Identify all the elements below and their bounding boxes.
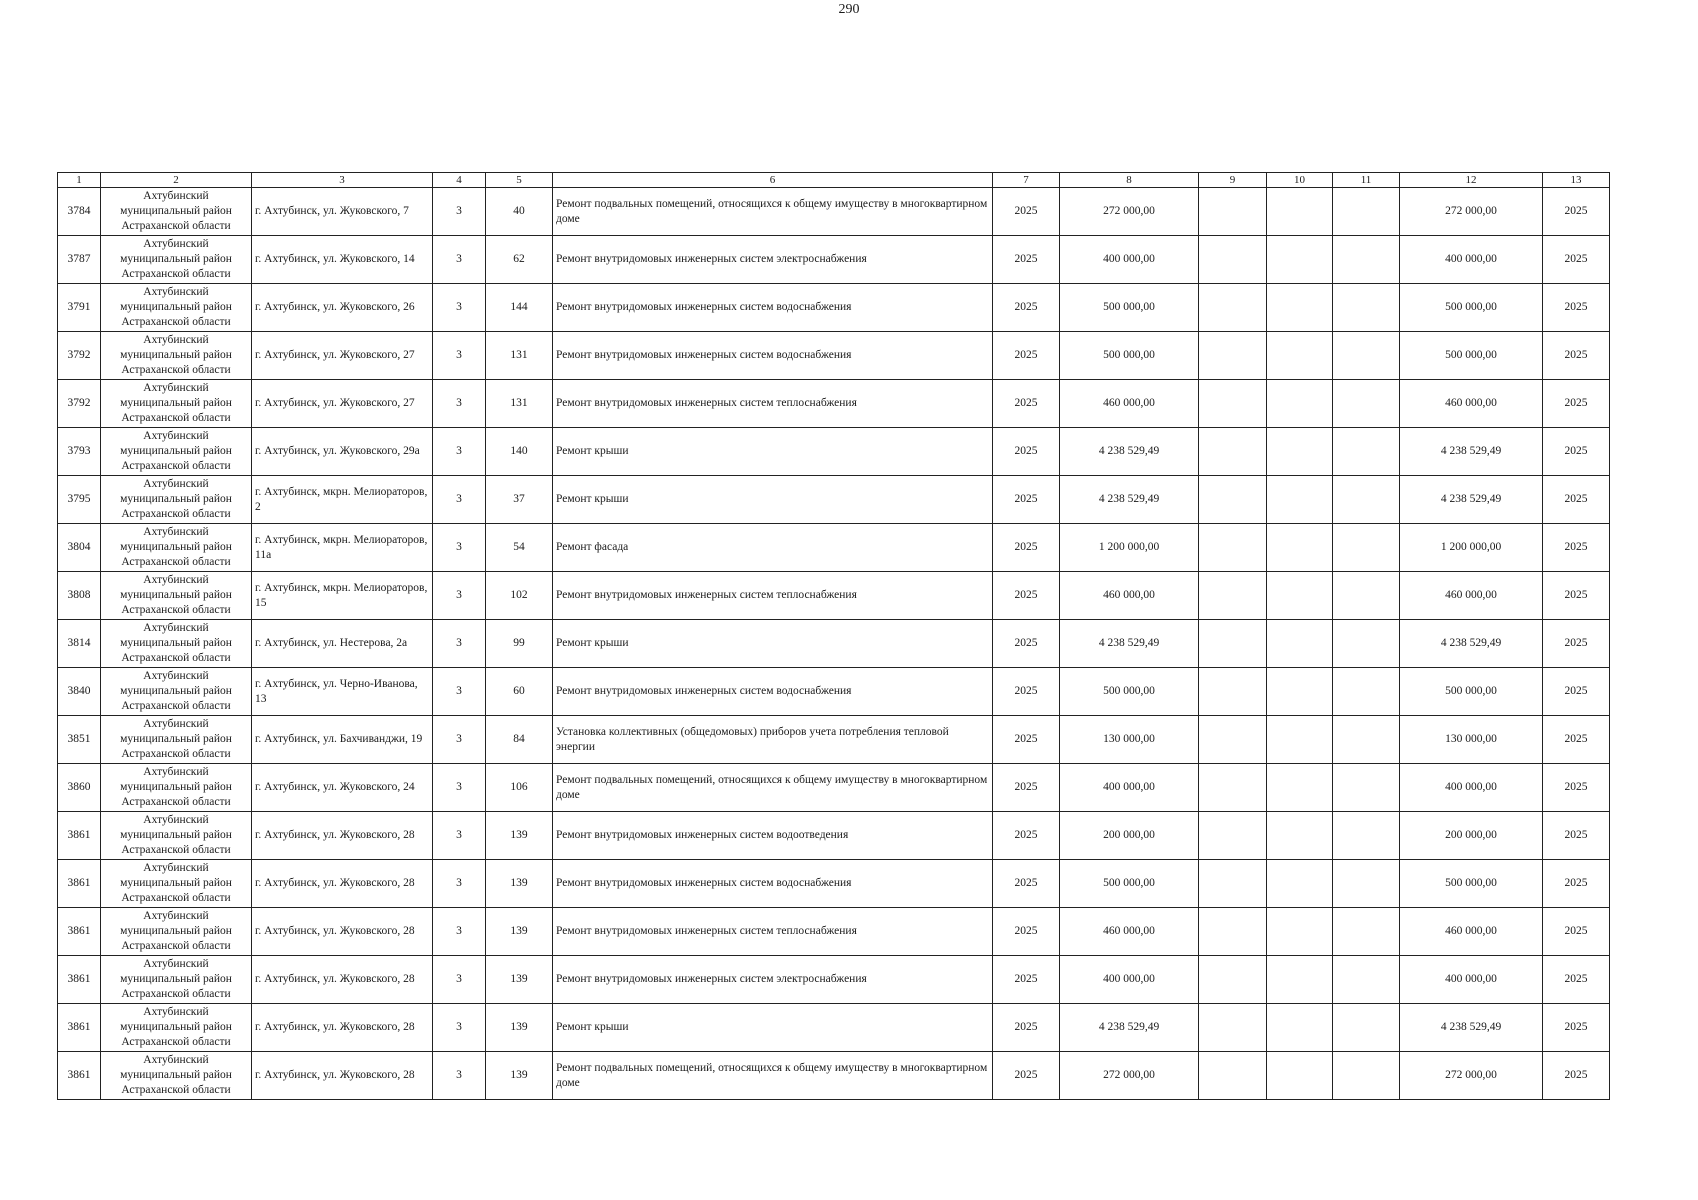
cell-work-type: Установка коллективных (общедомовых) приборов учета потребления тепловой энергии (553, 716, 993, 764)
cell-col-10 (1267, 620, 1333, 668)
cell-id: 3840 (58, 668, 101, 716)
cell-col-8-amount: 4 238 529,49 (1060, 1004, 1199, 1052)
cell-col-11 (1333, 1004, 1400, 1052)
cell-district: Ахтубинский муниципальный район Астраханской области (101, 572, 252, 620)
cell-col-7: 2025 (993, 572, 1060, 620)
cell-id: 3861 (58, 956, 101, 1004)
cell-col-4: 3 (433, 956, 486, 1004)
cell-col-13: 2025 (1543, 956, 1610, 1004)
cell-col-4: 3 (433, 620, 486, 668)
cell-col-11 (1333, 716, 1400, 764)
cell-col-11 (1333, 908, 1400, 956)
table-row (58, 764, 1610, 812)
cell-address: г. Ахтубинск, ул. Жуковского, 28 (252, 1052, 433, 1100)
cell-id: 3792 (58, 380, 101, 428)
cell-address: г. Ахтубинск, ул. Жуковского, 27 (252, 380, 433, 428)
cell-col-4: 3 (433, 716, 486, 764)
cell-col-8-amount: 460 000,00 (1060, 572, 1199, 620)
cell-col-8-amount: 4 238 529,49 (1060, 620, 1199, 668)
cell-col-4: 3 (433, 860, 486, 908)
cell-col-8-amount: 500 000,00 (1060, 332, 1199, 380)
cell-col-9 (1199, 620, 1267, 668)
cell-col-13: 2025 (1543, 668, 1610, 716)
cell-col-12-amount: 400 000,00 (1400, 956, 1543, 1004)
cell-col-9 (1199, 764, 1267, 812)
cell-col-4: 3 (433, 188, 486, 236)
cell-col-9 (1199, 428, 1267, 476)
cell-col-12-amount: 4 238 529,49 (1400, 476, 1543, 524)
cell-address: г. Ахтубинск, ул. Жуковского, 14 (252, 236, 433, 284)
table-body (58, 188, 1610, 1100)
cell-col-10 (1267, 668, 1333, 716)
cell-col-9 (1199, 332, 1267, 380)
cell-col-11 (1333, 236, 1400, 284)
cell-col-7: 2025 (993, 524, 1060, 572)
cell-id: 3791 (58, 284, 101, 332)
cell-address: г. Ахтубинск, ул. Жуковского, 28 (252, 1004, 433, 1052)
table-row (58, 668, 1610, 716)
cell-address: г. Ахтубинск, ул. Жуковского, 28 (252, 956, 433, 1004)
cell-col-7: 2025 (993, 188, 1060, 236)
cell-col-9 (1199, 188, 1267, 236)
cell-district: Ахтубинский муниципальный район Астраханской области (101, 380, 252, 428)
cell-id: 3793 (58, 428, 101, 476)
table-row (58, 380, 1610, 428)
cell-col-8-amount: 272 000,00 (1060, 1052, 1199, 1100)
cell-col-8-amount: 400 000,00 (1060, 236, 1199, 284)
table-row (58, 812, 1610, 860)
cell-district: Ахтубинский муниципальный район Астраханской области (101, 668, 252, 716)
cell-id: 3851 (58, 716, 101, 764)
cell-district: Ахтубинский муниципальный район Астраханской области (101, 1004, 252, 1052)
cell-col-11 (1333, 524, 1400, 572)
table-row (58, 188, 1610, 236)
cell-col-7: 2025 (993, 428, 1060, 476)
cell-col-11 (1333, 764, 1400, 812)
cell-col-10 (1267, 428, 1333, 476)
cell-col-12-amount: 4 238 529,49 (1400, 620, 1543, 668)
cell-col-9 (1199, 1004, 1267, 1052)
cell-col-10 (1267, 1052, 1333, 1100)
cell-col-13: 2025 (1543, 764, 1610, 812)
cell-col-4: 3 (433, 332, 486, 380)
cell-work-type: Ремонт подвальных помещений, относящихся к общему имуществу в многоквартирном доме (553, 764, 993, 812)
cell-col-5: 84 (486, 716, 553, 764)
cell-col-10 (1267, 476, 1333, 524)
cell-address: г. Ахтубинск, ул. Жуковского, 24 (252, 764, 433, 812)
table-row (58, 956, 1610, 1004)
cell-col-8-amount: 272 000,00 (1060, 188, 1199, 236)
cell-work-type: Ремонт внутридомовых инженерных систем электроснабжения (553, 236, 993, 284)
cell-col-11 (1333, 860, 1400, 908)
cell-col-5: 99 (486, 620, 553, 668)
cell-work-type: Ремонт внутридомовых инженерных систем теплоснабжения (553, 380, 993, 428)
cell-col-8-amount: 460 000,00 (1060, 380, 1199, 428)
cell-address: г. Ахтубинск, мкрн. Мелиораторов, 15 (252, 572, 433, 620)
cell-work-type: Ремонт внутридомовых инженерных систем водоснабжения (553, 860, 993, 908)
cell-work-type: Ремонт фасада (553, 524, 993, 572)
cell-col-9 (1199, 956, 1267, 1004)
cell-address: г. Ахтубинск, ул. Бахчиванджи, 19 (252, 716, 433, 764)
cell-col-7: 2025 (993, 764, 1060, 812)
cell-col-13: 2025 (1543, 380, 1610, 428)
cell-id: 3804 (58, 524, 101, 572)
cell-id: 3787 (58, 236, 101, 284)
cell-col-9 (1199, 380, 1267, 428)
cell-col-13: 2025 (1543, 476, 1610, 524)
cell-col-7: 2025 (993, 1052, 1060, 1100)
cell-address: г. Ахтубинск, ул. Нестерова, 2а (252, 620, 433, 668)
cell-col-5: 54 (486, 524, 553, 572)
cell-col-5: 140 (486, 428, 553, 476)
cell-address: г. Ахтубинск, ул. Жуковского, 26 (252, 284, 433, 332)
cell-col-4: 3 (433, 668, 486, 716)
cell-col-5: 60 (486, 668, 553, 716)
cell-col-11 (1333, 812, 1400, 860)
table-row (58, 860, 1610, 908)
cell-col-13: 2025 (1543, 620, 1610, 668)
cell-district: Ахтубинский муниципальный район Астраханской области (101, 908, 252, 956)
cell-col-8-amount: 500 000,00 (1060, 668, 1199, 716)
cell-col-4: 3 (433, 812, 486, 860)
cell-district: Ахтубинский муниципальный район Астраханской области (101, 812, 252, 860)
cell-district: Ахтубинский муниципальный район Астраханской области (101, 236, 252, 284)
cell-col-12-amount: 272 000,00 (1400, 1052, 1543, 1100)
cell-col-12-amount: 460 000,00 (1400, 908, 1543, 956)
cell-address: г. Ахтубинск, ул. Жуковского, 28 (252, 812, 433, 860)
cell-id: 3814 (58, 620, 101, 668)
cell-district: Ахтубинский муниципальный район Астраханской области (101, 332, 252, 380)
table-row (58, 524, 1610, 572)
cell-col-10 (1267, 284, 1333, 332)
cell-col-11 (1333, 476, 1400, 524)
cell-address: г. Ахтубинск, ул. Жуковского, 28 (252, 908, 433, 956)
cell-col-11 (1333, 380, 1400, 428)
cell-col-12-amount: 4 238 529,49 (1400, 1004, 1543, 1052)
cell-col-7: 2025 (993, 236, 1060, 284)
cell-col-4: 3 (433, 428, 486, 476)
column-header: 11 (1333, 173, 1400, 188)
cell-col-11 (1333, 428, 1400, 476)
cell-col-9 (1199, 908, 1267, 956)
cell-district: Ахтубинский муниципальный район Астраханской области (101, 524, 252, 572)
cell-col-13: 2025 (1543, 812, 1610, 860)
cell-col-7: 2025 (993, 380, 1060, 428)
cell-id: 3808 (58, 572, 101, 620)
cell-district: Ахтубинский муниципальный район Астраханской области (101, 428, 252, 476)
column-header: 7 (993, 173, 1060, 188)
cell-work-type: Ремонт крыши (553, 1004, 993, 1052)
cell-col-10 (1267, 188, 1333, 236)
table-row (58, 716, 1610, 764)
cell-col-7: 2025 (993, 956, 1060, 1004)
cell-col-13: 2025 (1543, 524, 1610, 572)
cell-col-9 (1199, 524, 1267, 572)
cell-col-13: 2025 (1543, 908, 1610, 956)
cell-col-11 (1333, 1052, 1400, 1100)
cell-col-5: 40 (486, 188, 553, 236)
cell-district: Ахтубинский муниципальный район Астраханской области (101, 764, 252, 812)
cell-col-4: 3 (433, 908, 486, 956)
table-row (58, 620, 1610, 668)
cell-col-9 (1199, 668, 1267, 716)
cell-col-7: 2025 (993, 1004, 1060, 1052)
column-header: 2 (101, 173, 252, 188)
cell-col-11 (1333, 188, 1400, 236)
cell-col-9 (1199, 572, 1267, 620)
cell-col-10 (1267, 332, 1333, 380)
cell-col-10 (1267, 1004, 1333, 1052)
cell-work-type: Ремонт внутридомовых инженерных систем теплоснабжения (553, 908, 993, 956)
cell-col-11 (1333, 668, 1400, 716)
cell-col-5: 144 (486, 284, 553, 332)
cell-col-11 (1333, 332, 1400, 380)
column-header: 1 (58, 173, 101, 188)
cell-col-5: 62 (486, 236, 553, 284)
cell-col-12-amount: 200 000,00 (1400, 812, 1543, 860)
cell-col-9 (1199, 1052, 1267, 1100)
cell-col-11 (1333, 620, 1400, 668)
cell-col-5: 139 (486, 1004, 553, 1052)
table-row (58, 284, 1610, 332)
cell-col-13: 2025 (1543, 1052, 1610, 1100)
cell-id: 3861 (58, 812, 101, 860)
cell-district: Ахтубинский муниципальный район Астраханской области (101, 188, 252, 236)
cell-district: Ахтубинский муниципальный район Астраханской области (101, 956, 252, 1004)
cell-col-7: 2025 (993, 284, 1060, 332)
column-header: 9 (1199, 173, 1267, 188)
table-row (58, 428, 1610, 476)
column-header: 8 (1060, 173, 1199, 188)
cell-col-11 (1333, 284, 1400, 332)
cell-col-4: 3 (433, 572, 486, 620)
cell-col-5: 102 (486, 572, 553, 620)
cell-col-4: 3 (433, 764, 486, 812)
column-header: 4 (433, 173, 486, 188)
cell-col-4: 3 (433, 1004, 486, 1052)
column-header: 5 (486, 173, 553, 188)
cell-col-7: 2025 (993, 332, 1060, 380)
table-row (58, 572, 1610, 620)
cell-col-9 (1199, 812, 1267, 860)
cell-col-5: 139 (486, 1052, 553, 1100)
cell-district: Ахтубинский муниципальный район Астраханской области (101, 716, 252, 764)
cell-col-5: 139 (486, 956, 553, 1004)
cell-col-13: 2025 (1543, 572, 1610, 620)
cell-col-8-amount: 4 238 529,49 (1060, 476, 1199, 524)
cell-col-12-amount: 400 000,00 (1400, 764, 1543, 812)
cell-col-11 (1333, 956, 1400, 1004)
cell-col-12-amount: 460 000,00 (1400, 572, 1543, 620)
cell-col-5: 139 (486, 860, 553, 908)
cell-col-5: 131 (486, 332, 553, 380)
cell-col-7: 2025 (993, 620, 1060, 668)
cell-col-13: 2025 (1543, 428, 1610, 476)
cell-col-4: 3 (433, 284, 486, 332)
cell-col-9 (1199, 716, 1267, 764)
cell-col-8-amount: 200 000,00 (1060, 812, 1199, 860)
cell-col-12-amount: 500 000,00 (1400, 284, 1543, 332)
cell-address: г. Ахтубинск, мкрн. Мелиораторов, 2 (252, 476, 433, 524)
column-header: 12 (1400, 173, 1543, 188)
cell-col-9 (1199, 236, 1267, 284)
column-header: 3 (252, 173, 433, 188)
cell-col-8-amount: 400 000,00 (1060, 956, 1199, 1004)
cell-col-9 (1199, 284, 1267, 332)
cell-col-13: 2025 (1543, 716, 1610, 764)
cell-col-12-amount: 130 000,00 (1400, 716, 1543, 764)
cell-col-8-amount: 460 000,00 (1060, 908, 1199, 956)
cell-col-13: 2025 (1543, 236, 1610, 284)
cell-district: Ахтубинский муниципальный район Астраханской области (101, 860, 252, 908)
cell-col-10 (1267, 764, 1333, 812)
cell-id: 3860 (58, 764, 101, 812)
cell-col-7: 2025 (993, 668, 1060, 716)
table-row (58, 1052, 1610, 1100)
cell-work-type: Ремонт внутридомовых инженерных систем водоснабжения (553, 284, 993, 332)
cell-col-8-amount: 500 000,00 (1060, 284, 1199, 332)
cell-id: 3861 (58, 1004, 101, 1052)
cell-col-12-amount: 1 200 000,00 (1400, 524, 1543, 572)
cell-col-7: 2025 (993, 716, 1060, 764)
cell-col-13: 2025 (1543, 1004, 1610, 1052)
cell-col-7: 2025 (993, 860, 1060, 908)
cell-col-10 (1267, 812, 1333, 860)
cell-work-type: Ремонт внутридомовых инженерных систем электроснабжения (553, 956, 993, 1004)
cell-col-4: 3 (433, 1052, 486, 1100)
cell-col-10 (1267, 524, 1333, 572)
cell-work-type: Ремонт подвальных помещений, относящихся к общему имуществу в многоквартирном доме (553, 1052, 993, 1100)
cell-col-10 (1267, 860, 1333, 908)
cell-col-8-amount: 1 200 000,00 (1060, 524, 1199, 572)
cell-id: 3861 (58, 860, 101, 908)
cell-col-5: 37 (486, 476, 553, 524)
cell-id: 3792 (58, 332, 101, 380)
cell-col-8-amount: 500 000,00 (1060, 860, 1199, 908)
cell-work-type: Ремонт подвальных помещений, относящихся к общему имуществу в многоквартирном доме (553, 188, 993, 236)
cell-work-type: Ремонт внутридомовых инженерных систем водоснабжения (553, 668, 993, 716)
cell-col-4: 3 (433, 236, 486, 284)
table-row (58, 476, 1610, 524)
table-row (58, 908, 1610, 956)
cell-col-9 (1199, 476, 1267, 524)
cell-col-8-amount: 400 000,00 (1060, 764, 1199, 812)
cell-col-4: 3 (433, 380, 486, 428)
cell-id: 3784 (58, 188, 101, 236)
cell-col-12-amount: 460 000,00 (1400, 380, 1543, 428)
column-header: 13 (1543, 173, 1610, 188)
cell-col-10 (1267, 380, 1333, 428)
cell-col-5: 131 (486, 380, 553, 428)
cell-col-4: 3 (433, 524, 486, 572)
table-row (58, 236, 1610, 284)
cell-col-10 (1267, 908, 1333, 956)
cell-col-10 (1267, 956, 1333, 1004)
cell-col-13: 2025 (1543, 860, 1610, 908)
cell-work-type: Ремонт крыши (553, 476, 993, 524)
cell-col-12-amount: 500 000,00 (1400, 860, 1543, 908)
cell-col-5: 139 (486, 908, 553, 956)
cell-col-12-amount: 400 000,00 (1400, 236, 1543, 284)
cell-col-10 (1267, 236, 1333, 284)
cell-col-7: 2025 (993, 476, 1060, 524)
table-row (58, 1004, 1610, 1052)
cell-col-5: 139 (486, 812, 553, 860)
cell-col-10 (1267, 716, 1333, 764)
cell-work-type: Ремонт крыши (553, 620, 993, 668)
cell-address: г. Ахтубинск, ул. Жуковского, 29а (252, 428, 433, 476)
cell-district: Ахтубинский муниципальный район Астраханской области (101, 284, 252, 332)
cell-work-type: Ремонт внутридомовых инженерных систем водоснабжения (553, 332, 993, 380)
cell-address: г. Ахтубинск, ул. Черно-Иванова, 13 (252, 668, 433, 716)
cell-col-10 (1267, 572, 1333, 620)
column-header: 6 (553, 173, 993, 188)
cell-id: 3861 (58, 1052, 101, 1100)
cell-col-7: 2025 (993, 812, 1060, 860)
cell-col-13: 2025 (1543, 284, 1610, 332)
cell-col-8-amount: 4 238 529,49 (1060, 428, 1199, 476)
cell-address: г. Ахтубинск, ул. Жуковского, 7 (252, 188, 433, 236)
cell-col-9 (1199, 860, 1267, 908)
cell-district: Ахтубинский муниципальный район Астраханской области (101, 476, 252, 524)
header-row (58, 173, 1610, 188)
cell-col-12-amount: 500 000,00 (1400, 332, 1543, 380)
cell-col-12-amount: 272 000,00 (1400, 188, 1543, 236)
cell-col-12-amount: 4 238 529,49 (1400, 428, 1543, 476)
repair-program-table (57, 172, 1610, 1100)
cell-address: г. Ахтубинск, ул. Жуковского, 28 (252, 860, 433, 908)
cell-id: 3861 (58, 908, 101, 956)
cell-work-type: Ремонт внутридомовых инженерных систем теплоснабжения (553, 572, 993, 620)
cell-col-8-amount: 130 000,00 (1060, 716, 1199, 764)
cell-work-type: Ремонт крыши (553, 428, 993, 476)
cell-work-type: Ремонт внутридомовых инженерных систем водоотведения (553, 812, 993, 860)
cell-district: Ахтубинский муниципальный район Астраханской области (101, 1052, 252, 1100)
cell-col-7: 2025 (993, 908, 1060, 956)
cell-address: г. Ахтубинск, ул. Жуковского, 27 (252, 332, 433, 380)
cell-col-11 (1333, 572, 1400, 620)
cell-col-12-amount: 500 000,00 (1400, 668, 1543, 716)
cell-id: 3795 (58, 476, 101, 524)
table-row (58, 332, 1610, 380)
cell-col-5: 106 (486, 764, 553, 812)
cell-col-4: 3 (433, 476, 486, 524)
cell-col-13: 2025 (1543, 188, 1610, 236)
page-number: 290 (838, 2, 860, 17)
column-header: 10 (1267, 173, 1333, 188)
cell-col-13: 2025 (1543, 332, 1610, 380)
cell-address: г. Ахтубинск, мкрн. Мелиораторов, 11а (252, 524, 433, 572)
cell-district: Ахтубинский муниципальный район Астраханской области (101, 620, 252, 668)
